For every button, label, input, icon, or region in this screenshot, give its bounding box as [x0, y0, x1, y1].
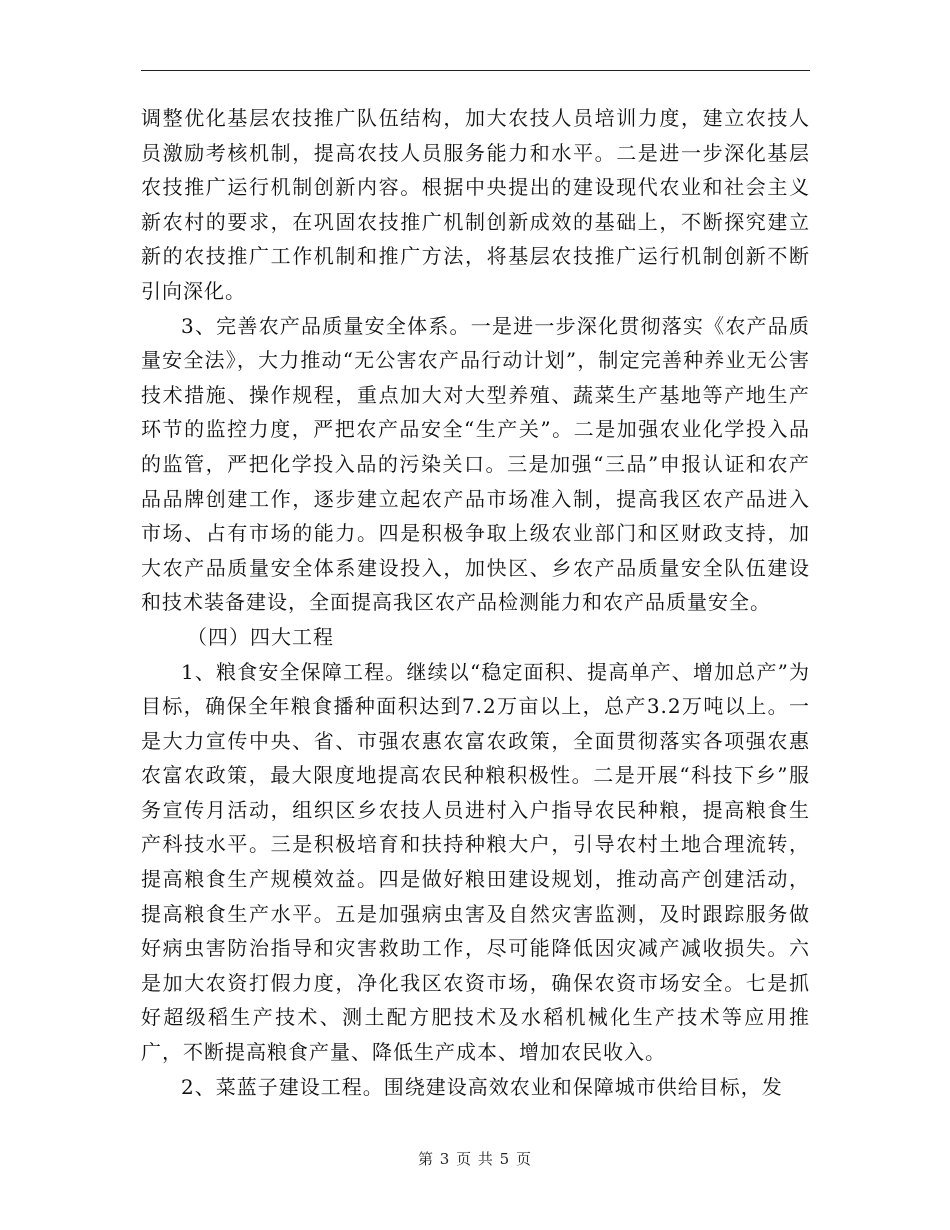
document-body	[141, 101, 810, 1104]
page-number-footer: 第 3 页 共 5 页	[418, 1150, 532, 1168]
paragraph-vegetable-basket: 2、菜蓝子建设工程。围绕建设高效农业和保障城市供给目标，发	[181, 1074, 783, 1099]
section-heading-four-projects: （四）四大工程	[187, 624, 334, 649]
paragraph-quality-safety: 3、完善农产品质量安全体系。一是进一步深化贯彻落实《农产品质量安全法》，大力推动“无公害农产品行动计划”，制定完善种养业无公害技术措施、操作规程，重点加大对大型养殖、蔬菜生产基地等产地生产环节的监控力度，严把农产品安全“生产关”。二是加强农业化学投入品的监管，严把化学投入品的污染关口。三是加强“三品”申报认证和农产品品牌创建工作，逐步建立起农产品市场准入制，提高我区农产品进入市场、占有市场的能力。四是积极争取上级农业部门和区财政支持，加大农产品质量安全体系建设投入，加快区、乡农产品质量安全队伍建设和技术装备建设，全面提高我区农产品检测能力和农产品质量安全。	[141, 313, 810, 615]
paragraph-continuation: 调整优化基层农技推广队伍结构，加大农技人员培训力度，建立农技人员激励考核机制，提高农技人员服务能力和水平。二是进一步深化基层农技推广运行机制创新内容。根据中央提出的建设现代农业和社会主义新农村的要求，在巩固农技推广机制创新成效的基础上，不断探究建立新的农技推广工作机制和推广方法，将基层农技推广运行机制创新不断引向深化。	[141, 106, 810, 303]
paragraph-grain-security: 1、粮食安全保障工程。继续以“稳定面积、提高单产、增加总产”为目标，确保全年粮食播种面积达到7.2万亩以上，总产3.2万吨以上。一是大力宣传中央、省、市强农惠农富农政策，全面贯彻落实各项强农惠农富农政策，最大限度地提高农民种粮积极性。二是开展“科技下乡”服务宣传月活动，组织区乡农技人员进村入户指导农民种粮，提高粮食生产科技水平。三是积极培育和扶持种粮大户，引导农村土地合理流转，提高粮食生产规模效益。四是做好粮田建设规划，推动高产创建活动，提高粮食生产水平。五是加强病虫害及自然灾害监测，及时跟踪服务做好病虫害防治指导和灾害救助工作，尽可能降低因灾减产减收损失。六是加大农资打假力度，净化我区农资市场，确保农资市场安全。七是抓好超级稻生产技术、测土配方肥技术及水稻机械化生产技术等应用推广，不断提高粮食产量、降低生产成本、增加农民收入。	[141, 659, 810, 1065]
header-rule	[141, 70, 810, 71]
